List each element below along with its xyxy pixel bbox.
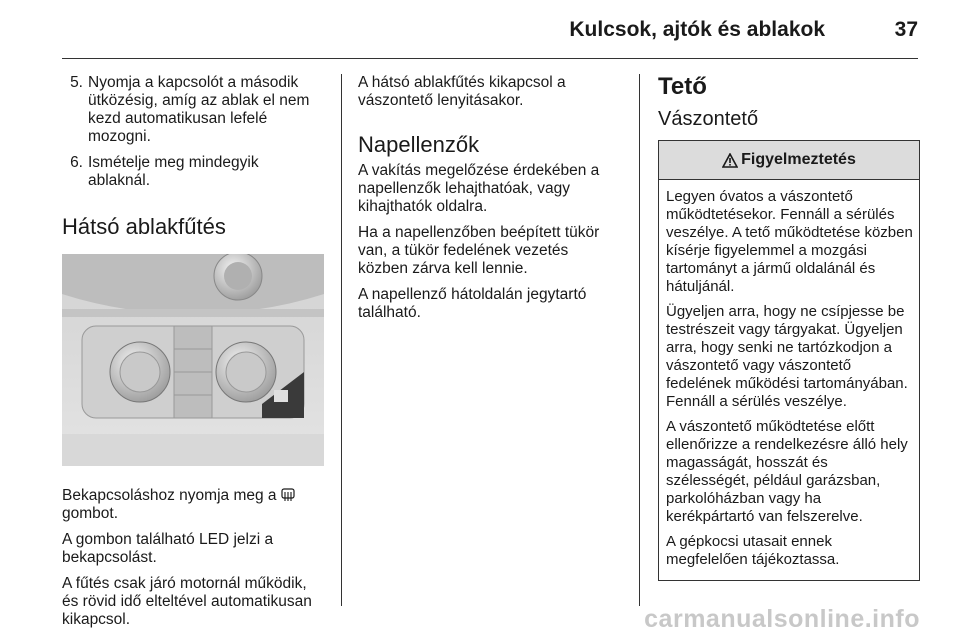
warning-header: [659, 141, 919, 180]
column-divider-2: [639, 74, 640, 606]
warning-paragraph: Ügyeljen arra, hogy ne csípjesse be testrészeit vagy tárgyakat. Ügyeljen arra, hogy senki ne tartózkodjon a vászontető vagy vászontető fedelének működési tartományában. Fennáll a sérülés veszélye.: [666, 303, 908, 410]
warning-body: [659, 180, 919, 580]
header-title: Kulcsok, ajtók és ablakok: [569, 18, 825, 41]
paragraph-visors-3: A napellenző hátoldalán jegytartó található.: [358, 286, 587, 321]
list-number: 5.: [70, 74, 83, 91]
column-1: [62, 74, 324, 637]
warning-triangle-icon: [722, 153, 738, 168]
list-text: Nyomja a kapcsolót a második ütközésig, amíg az ablak el nem kezd automatikusan lefelé mozogni.: [88, 74, 310, 145]
text-after-icon: gombot.: [62, 505, 119, 522]
page-number: 37: [894, 18, 918, 41]
subheading-soft-top: Vászontető: [658, 108, 759, 130]
steps-list: [62, 74, 324, 190]
column-2: [358, 74, 616, 330]
paragraph-activation: [62, 487, 324, 523]
rear-window-heating-icon: [281, 488, 295, 502]
column-divider-1: [341, 74, 342, 606]
column-3: [658, 74, 920, 581]
section-heading-roof: Tető: [658, 73, 707, 100]
warning-paragraph: Legyen óvatos a vászontető működtetésekor. Fennáll a sérülés veszélye. A tető működtetése közben kísérje figyelemmel a mozgási tartományt a jármű oldalánál és hátuljánál.: [666, 188, 913, 295]
text-before-icon: Bekapcsoláshoz nyomja meg a: [62, 487, 277, 504]
warning-paragraph: A gépkocsi utasait ennek megfelelően tájékoztassa.: [666, 533, 840, 568]
section-heading-rear-heating: Hátsó ablakfűtés: [62, 214, 226, 239]
warning-box: [658, 140, 920, 581]
watermark: carmanualsonline.info: [644, 605, 920, 633]
warning-paragraph: A vászontető működtetése előtt ellenőrizze a rendelkezésre álló hely magasságát, hosszát és szélességét, például garázsban, parkolóházban vagy ha kerékpártartó van felszerelve.: [666, 418, 908, 525]
list-text: Ismételje meg mindegyik ablaknál.: [88, 154, 259, 189]
header-rule: [62, 58, 918, 59]
paragraph-intro: A hátsó ablakfűtés kikapcsol a vászontető lenyitásakor.: [358, 74, 566, 109]
section-heading-sun-visors: Napellenzők: [358, 132, 480, 157]
list-item: [62, 74, 324, 146]
paragraph-engine: A fűtés csak járó motornál működik, és rövid idő elteltével automatikusan kikapcsol.: [62, 575, 312, 628]
warning-title: Figyelmeztetés: [741, 151, 856, 168]
paragraph-visors-1: A vakítás megelőzése érdekében a napellenzők lehajthatóak, vagy kihajthatók oldalra.: [358, 162, 600, 215]
list-number: 6.: [70, 154, 83, 171]
climate-control-panel-photo: [62, 254, 324, 466]
paragraph-visors-2: Ha a napellenzőben beépített tükör van, a tükör fedelének vezetés közben zárva kell lennie.: [358, 224, 600, 277]
list-item: [62, 154, 324, 190]
paragraph-led: A gombon található LED jelzi a bekapcsolást.: [62, 531, 274, 566]
